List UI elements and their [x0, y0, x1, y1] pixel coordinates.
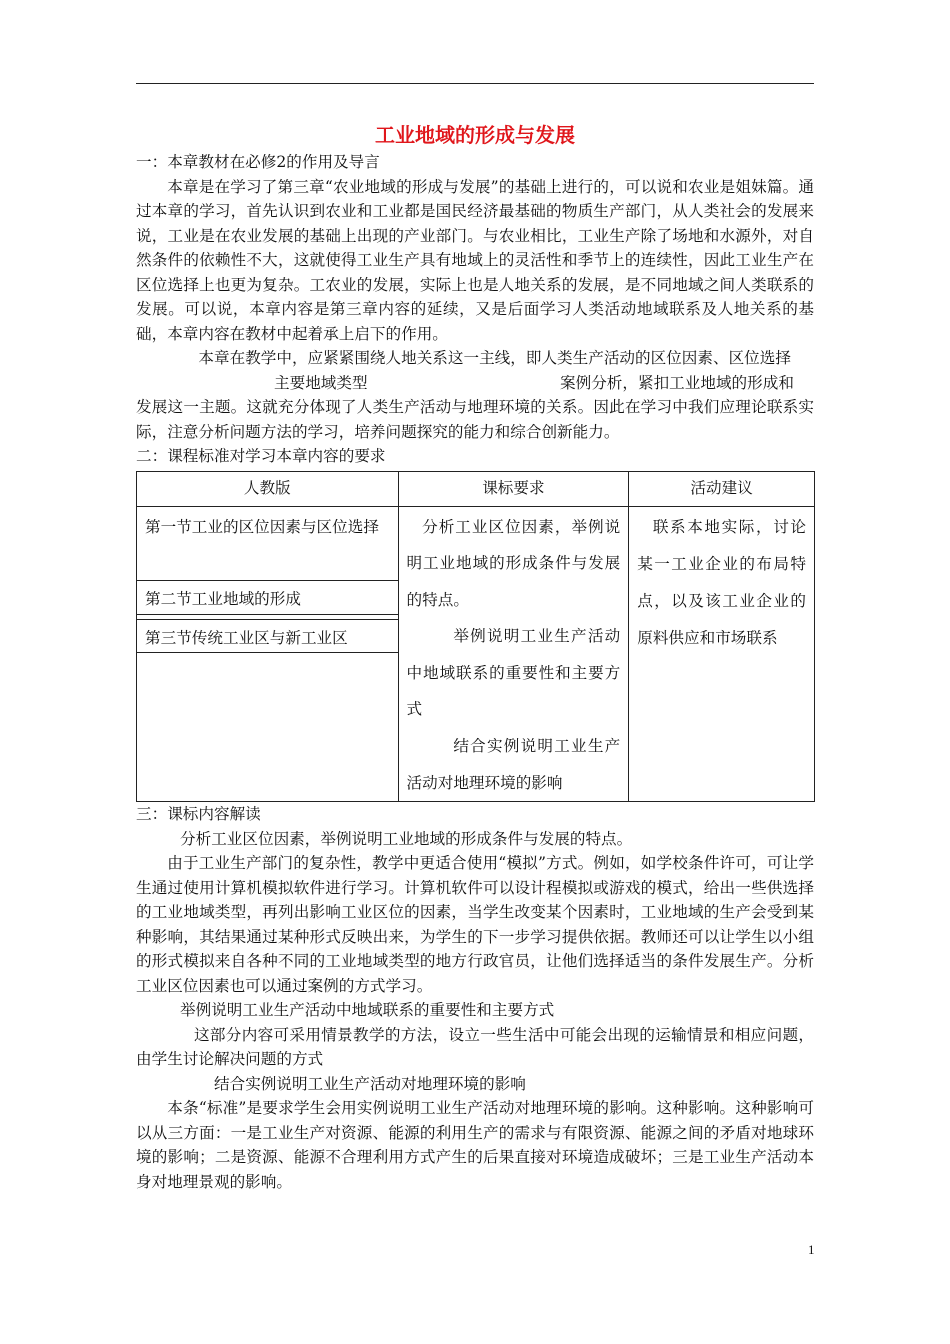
activity-text: 联系本地实际，讨论某一工业企业的布局特点，以及该工业企业的原料供应和市场联系 — [637, 517, 806, 647]
table-header-cell: 活动建议 — [629, 471, 815, 506]
table-header-cell: 课标要求 — [398, 471, 629, 506]
item2-title: 举例说明工业生产活动中地域联系的重要性和主要方式 — [180, 1001, 555, 1020]
page-number: 1 — [808, 1242, 815, 1257]
item2-body: 这部分内容可采用情景教学的方法，设立一些生活中可能会出现的运输情景和相应问题，由学生讨论解决问题的方式 — [136, 1025, 814, 1069]
chapter-sections-cell — [137, 506, 399, 802]
standard-requirements-cell — [398, 506, 629, 802]
table-row — [137, 506, 815, 802]
section1-paragraph1: 本章是在学习了第三章“农业地域的形成与发展”的基础上进行的，可以说和农业是姐妹篇。通过本章的学习，首先认识到农业和工业都是国民经济最基础的物质生产部门，从人类社会的发展来说，工业是在农业发展的基础上出现的产业部门。与农业相比，工业生产除了场地和水源外，对自然条件的依赖性不大，这就使得工业生产具有地域上的灵活性和季节上的连续性，因此工业生产在区位选择上也更为复杂。工农业的发展，实际上也是人地关系的发展，是不同地域之间人类联系的发展。可以说，本章内容是第三章内容的延续，又是后面学习人类活动地域联系及人地关系的基础，本章内容在教材中起着承上启下的作用。 — [136, 177, 814, 343]
activity-suggestions-cell — [629, 506, 815, 802]
curriculum-table — [136, 471, 815, 803]
section1-heading: 一：本章教材在必修2的作用及导言 — [136, 153, 380, 171]
section2-heading: 二：课程标准对学习本章内容的要求 — [136, 447, 386, 465]
section3-heading: 三：课标内容解读 — [136, 805, 261, 824]
header-rule — [136, 83, 814, 84]
requirement-item: 举例说明工业生产活动中地域联系的重要性和主要方式 — [406, 627, 621, 719]
section-item: 第二节工业地域的形成 — [137, 581, 398, 615]
item3-body: 本条“标准”是要求学生会用实例说明工业生产活动对地理环境的影响。这种影响。这种影响可以从三方面：一是工业生产对资源、能源的利用生产的需求与有限资源、能源之间的矛盾对地球环境的影响；二是资源、能源不合理利用方式产生的后果直接对环境造成破坏；三是工业生产活动本身对地理景观的影响。 — [136, 1099, 814, 1191]
table-header-cell: 人教版 — [137, 471, 399, 506]
item1-body: 由于工业生产部门的复杂性，教学中更适合使用“模拟”方式。例如，如学校条件许可，可让学生通过使用计算机模拟软件进行学习。计算机软件可以设计程模拟或游戏的模式，给出一些供选择的工业地域类型，再列出影响工业区位的因素，当学生改变某个因素时，工业地域的生产会受到某种影响，其结果通过某种形式反映出来，为学生的下一步学习提供依据。教师还可以让学生以小组的形式模拟来自各种不同的工业地域类型的地方行政官员，让他们选择适当的条件发展生产。分析工业区位因素也可以通过案例的方式学习。 — [136, 854, 814, 995]
section1-paragraph2-line1: 本章在教学中，应紧紧围绕人地关系这一主线，即人类生产活动的区位因素、区位选择 — [198, 349, 791, 367]
section1-paragraph2-line2 — [136, 371, 814, 396]
para2-segment-b: 案例分析，紧扣工业地域的形成和 — [560, 373, 794, 392]
page-title: 工业地域的形成与发展 — [375, 123, 575, 147]
item1-title: 分析工业区位因素，举例说明工业地域的形成条件与发展的特点。 — [180, 829, 633, 848]
requirement-item: 结合实例说明工业生产活动对地理环境的影响 — [406, 737, 621, 792]
para2-segment-a: 主要地域类型 — [274, 373, 368, 392]
section1-paragraph2-rest: 发展这一主题。这就充分体现了人类生产活动与地理环境的关系。因此在学习中我们应理论联系实际，注意分析问题方法的学习，培养问题探究的能力和综合创新能力。 — [136, 398, 814, 441]
table-header-row — [137, 471, 815, 506]
document-body — [136, 120, 814, 1194]
section-item: 第一节工业的区位因素与区位选择 — [137, 507, 398, 581]
item3-title: 结合实例说明工业生产活动对地理环境的影响 — [214, 1074, 526, 1093]
requirement-item: 分析工业区位因素，举例说明工业地域的形成条件与发展的特点。 — [406, 517, 621, 609]
section-item: 第三节传统工业区与新工业区 — [137, 619, 398, 653]
